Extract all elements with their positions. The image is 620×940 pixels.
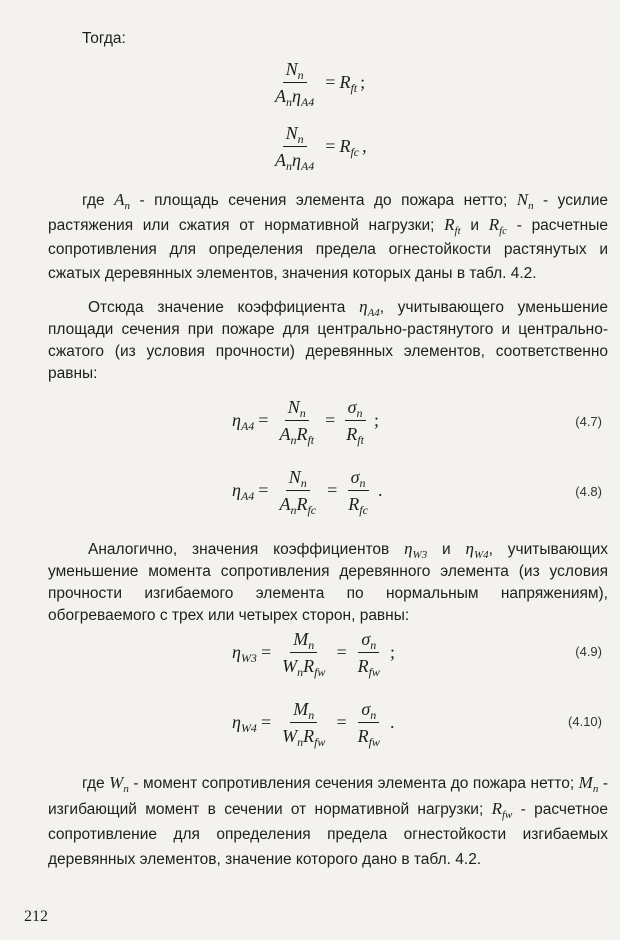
equation-4-10: $\eta_{W4}$ = $\frac{M_n}{W_nR_{fw}}$ = $\frac{\sigma_n}{R_{fw}}$ .	[232, 699, 395, 749]
equation-4-7: $\eta_{A4}$ = $\frac{N_n}{A_nR_{ft}}$ = $\frac{\sigma_n}{R_{ft}}$ ;	[232, 397, 379, 447]
symbol-n-n: $N_n$	[516, 190, 534, 212]
symbol-w-n: $W_n$	[109, 773, 129, 795]
paragraph-definitions-2: где $W_n$ - момент сопротивления сечения элемента до пожара нетто; $M_n$ - изгибающий момент в сечении от нормативной нагрузки; $R_{fw}$ - расчетное сопротивление для определения предела огнестойкости изгибаемых деревянных элементов, значение которого дано в табл. 4.2.	[48, 773, 609, 868]
paragraph-coefficient-moment: Аналогично, значения коэффициентов $\eta_{W3}$ и $\eta_{W4}$, учитывающих уменьшение момента сопротивления деревянного элемента (из условия прочности изгибаемого элемента по нормальным напряжениям), обогреваемого с трех или четырех сторон, равны:	[48, 539, 608, 624]
equation-number-4-10: (4.10)	[568, 714, 602, 729]
symbol-m-n: $M_n$	[578, 773, 599, 795]
symbol-r-fc: $R_{fc}$	[488, 215, 508, 237]
paragraph-definitions-1: где $A_n$ - площадь сечения элемента до пожара нетто; $N_n$ - усилие растяжения или сжатия от нормативной нагрузки; $R_{ft}$ и $R_{fc}$ - расчетные сопротивления для определения предела огнестойкости растянутых и сжатых деревянных элементов, значения которых даны в табл. 4.2.	[48, 190, 608, 282]
equation-number-4-7: (4.7)	[575, 414, 602, 429]
symbol-r-fw: $R_{fw}$	[491, 799, 513, 821]
symbol-eta-a4: $\eta_{A4}$	[359, 297, 380, 319]
intro-text: Тогда:	[82, 30, 126, 47]
symbol-r-ft: $R_{ft}$	[444, 215, 461, 237]
equation-number-4-8: (4.8)	[575, 484, 602, 499]
equation-4-8: $\eta_{A4}$ = $\frac{N_n}{A_nR_{fc}}$ = $\frac{\sigma_n}{R_{fc}}$ .	[232, 467, 383, 517]
paragraph-coefficient-area: Отсюда значение коэффициента $\eta_{A4}$, учитывающего уменьшение площади сечения при пожаре для центрально-растянутого и центрально-сжатого (из условия прочности) деревянных элементов, соответственно равны:	[48, 297, 609, 382]
symbol-eta-w3: $\eta_{W3}$	[404, 539, 428, 561]
equation-tension: $\frac{N_n}{A_n\eta_{A4}}$ = $R_{ft}$ ;	[275, 59, 366, 109]
equation-number-4-9: (4.9)	[575, 644, 602, 659]
equation-4-9: $\eta_{W3}$ = $\frac{M_n}{W_nR_{fw}}$ = $\frac{\sigma_n}{R_{fw}}$ ;	[232, 629, 395, 679]
equation-compression: $\frac{N_n}{A_n\eta_{A4}}$ = $R_{fc}$ ,	[275, 123, 367, 173]
symbol-a-n: $A_n$	[114, 190, 130, 212]
page-number: 212	[24, 908, 48, 925]
symbol-eta-w4: $\eta_{W4}$	[465, 539, 489, 561]
